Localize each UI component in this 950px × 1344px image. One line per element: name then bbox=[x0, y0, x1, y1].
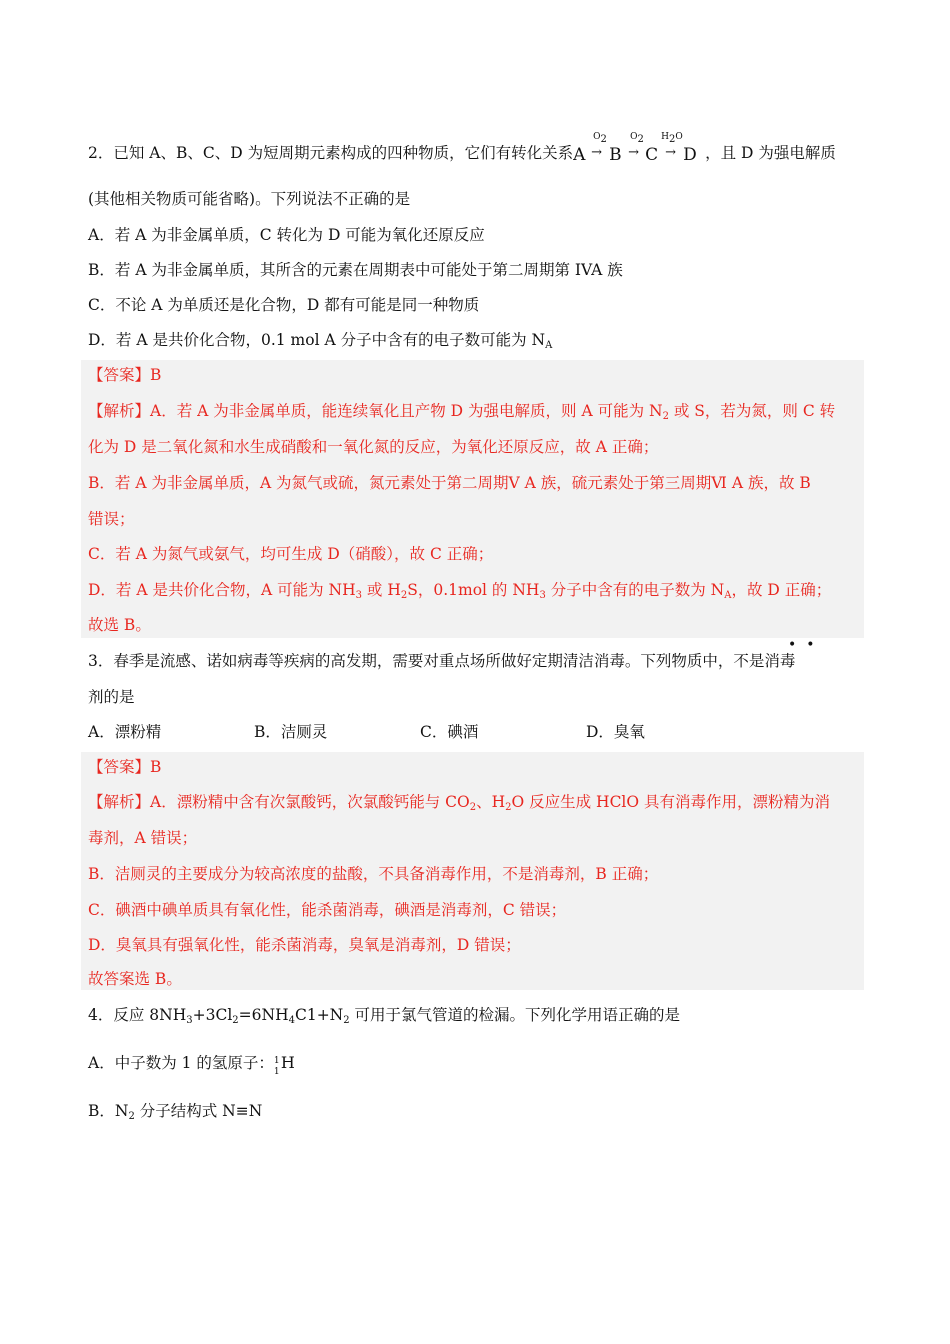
q2-explanation-line5: C．若 A 为氮气或氨气，均可生成 D（硝酸），故 C 正确； bbox=[88, 545, 494, 563]
o2-label-2: $O_2$ bbox=[630, 132, 644, 145]
q3-answer: 【答案】B bbox=[88, 758, 162, 776]
q2-explanation-line6: D．若 A 是共价化合物，A 可能为 $NH_3$ 或 $H_2S$，0.1mol 的 $NH_3$ 分子中含有的电子数为 $N_A$，故 D 正确； bbox=[88, 581, 832, 601]
q4-stem: 4．反应 $8NH_3+3Cl_2=6NH_4C1+N_2$ 可用于氯气管道的检漏。下列化学用语正确的是 bbox=[88, 1006, 681, 1026]
h2o-label: $H_2O$ bbox=[661, 132, 683, 145]
q2-explanation-line2: 化为 D 是二氧化氮和水生成硝酸和一氧化氮的反应，为氧化还原反应，故 A 正确； bbox=[88, 438, 659, 456]
q2-explanation-line7: 故选 B。 bbox=[88, 616, 151, 634]
q2-stem-line2: (其他相关物质可能省略)。下列说法不正确的是 bbox=[88, 190, 411, 208]
q3-explanation-line1: 【解析】A．漂粉精中含有次氯酸钙，次氯酸钙能与 $CO_2$、$H_2O$ 反应生成 HClO 具有消毒作用，漂粉精为消 bbox=[88, 793, 831, 813]
q2-option-c: C．不论 A 为单质还是化合物，D 都有可能是同一种物质 bbox=[88, 296, 480, 314]
q4-option-a: A．中子数为 1 的氢原子： 1 1 H bbox=[88, 1053, 295, 1077]
q2-explanation-line3: B．若 A 为非金属单质，A 为氮气或硫，氮元素处于第二周期Ⅴ A 族，硫元素处于第三周期Ⅵ A 族，故 B bbox=[88, 474, 811, 492]
hydrogen-isotope-notation: 1 1 H bbox=[273, 1053, 295, 1077]
q3-explanation-line2: 毒剂，A 错误； bbox=[88, 829, 198, 847]
q2-stem: 2．已知 A、B、C、D 为短周期元素构成的四种物质，它们有转化关系 A $O_2$ → B $O_2$ → C $H_2O$ → D ，且 D 为强电解质 bbox=[88, 142, 864, 164]
q3-option-c: C．碘酒 bbox=[420, 723, 479, 741]
q2-option-d: D．若 A 是共价化合物，0.1 mol A 分子中含有的电子数可能为 $N_A$ bbox=[88, 331, 553, 351]
q3-explanation-line3: B．洁厕灵的主要成分为较高浓度的盐酸，不具备消毒作用，不是消毒剂，B 正确； bbox=[88, 865, 659, 883]
q2-answer: 【答案】B bbox=[88, 366, 162, 384]
q2-option-a: A．若 A 为非金属单质，C 转化为 D 可能为氧化还原反应 bbox=[88, 226, 485, 244]
o2-label-1: $O_2$ bbox=[593, 132, 607, 145]
q3-explanation-line4: C．碘酒中碘单质具有氧化性，能杀菌消毒，碘酒是消毒剂，C 错误； bbox=[88, 901, 567, 919]
q3-option-b: B．洁厕灵 bbox=[254, 723, 328, 741]
q3-stem: 3．春季是流感、诺如病毒等疾病的高发期，需要对重点场所做好定期清洁消毒。下列物质中，不是消毒 bbox=[88, 652, 796, 670]
q3-explanation-line6: 故答案选 B。 bbox=[88, 970, 182, 988]
q2-explanation-line1: 【解析】A．若 A 为非金属单质，能连续氧化且产物 D 为强电解质，则 A 可能为 $N_2$ 或 S，若为氮，则 C 转 bbox=[88, 402, 836, 422]
q3-option-a: A．漂粉精 bbox=[88, 723, 162, 741]
q4-option-b: B．$N_2$ 分子结构式 N≡N bbox=[88, 1102, 263, 1122]
q3-options bbox=[88, 721, 864, 743]
q2-explanation-line4: 错误； bbox=[88, 510, 135, 528]
q3-stem-line2: 剂的是 bbox=[88, 688, 135, 706]
q3-option-d: D．臭氧 bbox=[586, 723, 645, 741]
q2-option-b: B．若 A 为非金属单质，其所含的元素在周期表中可能处于第二周期第 IVA 族 bbox=[88, 261, 623, 279]
q3-explanation-line5: D．臭氧具有强氧化性，能杀菌消毒，臭氧是消毒剂，D 错误； bbox=[88, 936, 521, 954]
conversion-chain: A $O_2$ → B $O_2$ → C $H_2O$ → D bbox=[573, 142, 705, 164]
emphasis-dots: •• bbox=[788, 637, 825, 653]
